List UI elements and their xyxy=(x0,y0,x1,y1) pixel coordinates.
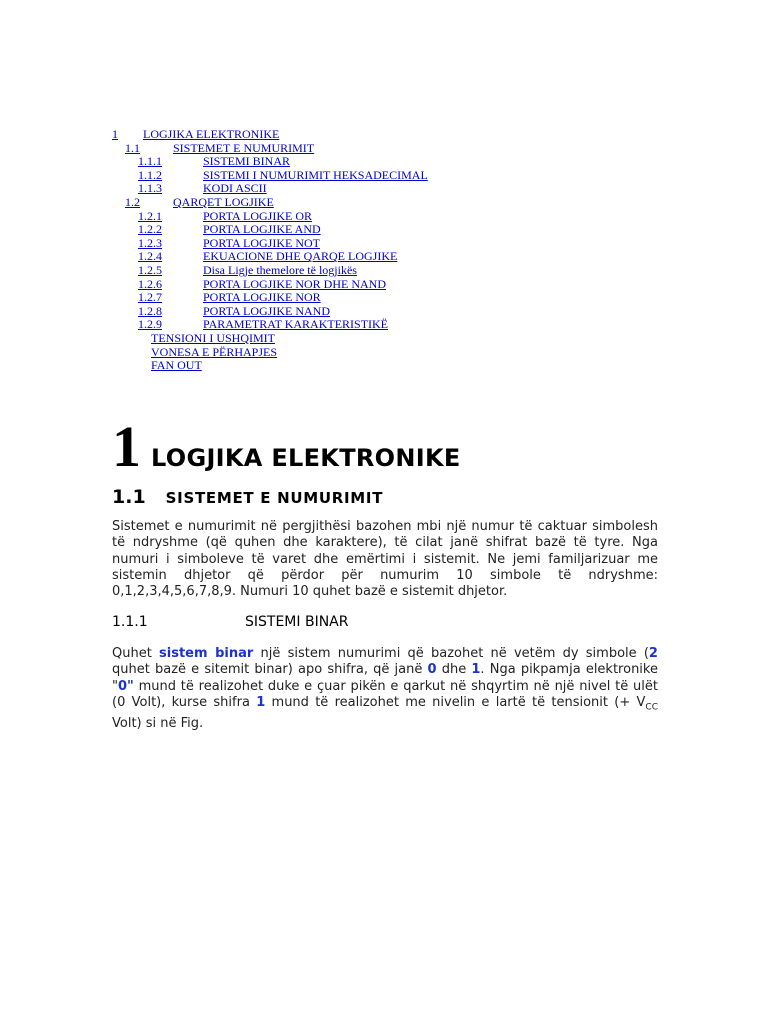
text-run: një sistem numurimi që bazohet në vetëm dy simbole ( xyxy=(253,646,649,661)
toc-entry-number[interactable]: 1.2.9 xyxy=(138,317,162,332)
toc-entry-link[interactable]: PORTA LOGJIKE NOT xyxy=(203,235,320,250)
toc-entry-link[interactable]: SISTEMI I NUMURIMIT HEKSADECIMAL xyxy=(203,167,428,182)
toc-entry-number[interactable]: 1.2.2 xyxy=(138,222,162,237)
subscript: CC xyxy=(645,702,658,713)
subsection-heading xyxy=(112,614,349,630)
toc-entry-link[interactable]: PORTA LOGJIKE NAND xyxy=(203,303,330,318)
section-heading xyxy=(112,486,383,508)
bold-term: 2 xyxy=(648,646,658,661)
text-run: Quhet xyxy=(112,646,160,661)
toc-entry-number[interactable]: 1.1.3 xyxy=(138,181,162,196)
toc-entry-number[interactable]: 1 xyxy=(112,127,118,141)
text-run: quhet bazë e sitemit binar) apo shifra, që janë xyxy=(112,662,428,678)
bold-term: 1 xyxy=(256,694,266,710)
toc-entry-number[interactable]: 1.2.4 xyxy=(138,249,162,264)
toc-entry-number[interactable]: 1.2.7 xyxy=(138,290,162,305)
toc-entry-link[interactable]: QARQET LOGJIKE xyxy=(173,195,274,209)
toc-entry-number[interactable]: 1.1 xyxy=(125,140,140,155)
toc-entry-link[interactable]: TENSIONI I USHQIMIT xyxy=(151,331,275,345)
toc-entry-link[interactable]: PARAMETRAT KARAKTERISTIKË xyxy=(203,317,389,332)
bold-term: 1 xyxy=(471,662,481,678)
bold-term: sistem binar xyxy=(159,646,254,661)
toc-entry-link[interactable]: PORTA LOGJIKE NOR DHE NAND xyxy=(203,276,386,291)
toc-entry-number[interactable]: 1.2.1 xyxy=(138,208,162,223)
chapter-number: 1 xyxy=(112,414,141,479)
toc-entry-link[interactable]: PORTA LOGJIKE OR xyxy=(203,208,312,223)
toc-entry-number[interactable]: 1.1.2 xyxy=(138,167,162,182)
chapter-title: LOGJIKA ELEKTRONIKE xyxy=(151,444,461,472)
toc-entry-number[interactable]: 1.2.3 xyxy=(138,235,162,250)
toc-entry-number[interactable]: 1.1.1 xyxy=(138,154,162,169)
section-number: 1.1 xyxy=(112,486,146,508)
toc-entry-number[interactable]: 1.2 xyxy=(125,195,140,209)
section-title: SISTEMET E NUMURIMIT xyxy=(165,489,384,507)
toc-entry-link[interactable]: SISTEMET E NUMURIMIT xyxy=(173,140,315,155)
toc-entry-link[interactable]: EKUACIONE DHE QARQE LOGJIKE xyxy=(203,249,398,264)
toc-entry-number[interactable]: 1.2.5 xyxy=(138,263,162,277)
bold-term: 0" xyxy=(117,678,134,694)
toc-entry-link[interactable]: Disa Ligje themelore të logjikës xyxy=(203,263,357,277)
toc-entry-link[interactable]: KODI ASCII xyxy=(203,181,267,196)
text-run: mund të realizohet duke e çuar pikën e qarkut në shqyrtim në një nivel të ulët (0 Volt), kurse shifra xyxy=(112,678,658,710)
chapter-heading xyxy=(112,412,461,482)
bold-term: 0 xyxy=(427,662,437,678)
subsection-number: 1.1.1 xyxy=(112,614,148,630)
text-run: dhe xyxy=(436,662,472,678)
toc-entry-link[interactable]: PORTA LOGJIKE AND xyxy=(203,222,321,237)
toc-entry-link[interactable]: LOGJIKA ELEKTRONIKE xyxy=(143,127,280,141)
toc-entry-link[interactable]: FAN OUT xyxy=(151,358,202,373)
section-paragraph: Sistemet e numurimit në pergjithësi bazohen mbi një numur të caktuar simbolesh të ndryshme (që quhen dhe karaktere), të cilat janë shifrat bazë të tyre. Nga numuri i simboleve të varet dhe emërtimi i sistemit. Ne jemi familjarizuar me sistemin dhjetor që përdor për numurim 10 simbole të ndryshme: 0,1,2,3,4,5,6,7,8,9. Numuri 10 quhet bazë e sistemit dhjetor. xyxy=(112,519,658,600)
toc-entry-link[interactable]: SISTEMI BINAR xyxy=(203,154,291,169)
text-run: mund të realizohet me nivelin e lartë të tensionit (+ V xyxy=(265,694,646,710)
toc-entry-number[interactable]: 1.2.8 xyxy=(138,303,162,318)
toc-entry-link[interactable]: PORTA LOGJIKE NOR xyxy=(203,290,321,305)
text-run: . Nga pikpamja elektronike " xyxy=(112,662,658,694)
subsection-title: SISTEMI BINAR xyxy=(245,614,349,630)
toc-entry-number[interactable]: 1.2.6 xyxy=(138,276,162,291)
toc-entry-link[interactable]: VONESA E PËRHAPJES xyxy=(151,344,278,359)
text-run: Volt) si në Fig. xyxy=(112,715,204,731)
binary-paragraph xyxy=(112,646,658,732)
